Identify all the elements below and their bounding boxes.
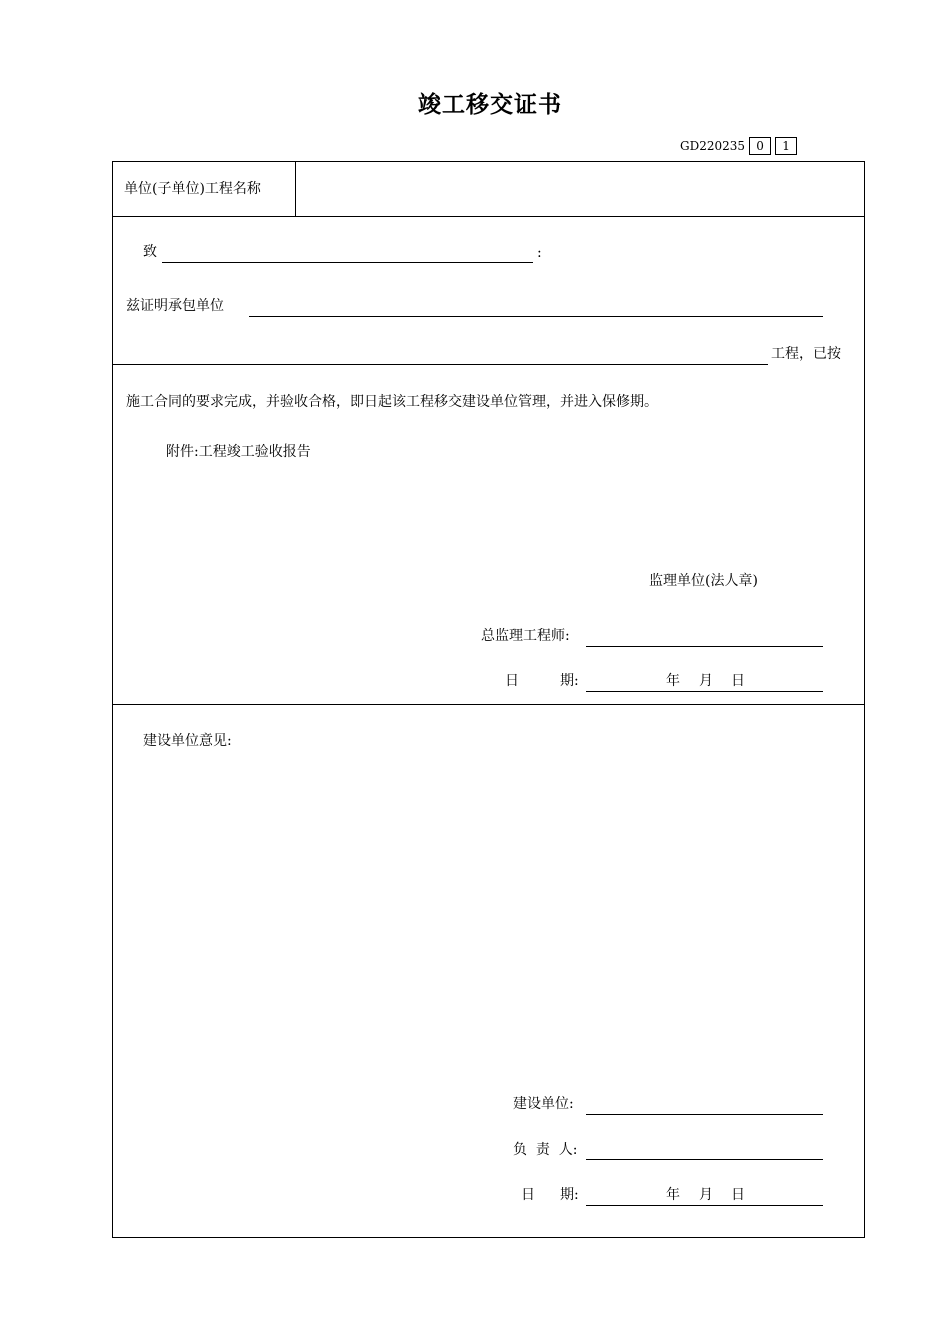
form-code: [680, 137, 797, 155]
project-name-label: 单位(子单位)工程名称: [124, 181, 261, 197]
project-line-field[interactable]: [112, 364, 768, 365]
owner-date-label-2: 期:: [560, 1187, 579, 1203]
chief-engineer-field[interactable]: [586, 646, 823, 647]
owner-responsible-field[interactable]: [586, 1159, 823, 1160]
project-name-divider: [295, 161, 296, 216]
supervisor-date-day: 日: [731, 673, 745, 689]
supervisor-unit-label: 监理单位(法人章): [649, 573, 758, 589]
to-recipient-field[interactable]: [162, 262, 533, 263]
contractor-field[interactable]: [249, 316, 823, 317]
owner-opinion-label: 建设单位意见:: [143, 733, 232, 749]
owner-unit-label: 建设单位:: [513, 1096, 574, 1112]
owner-date-field[interactable]: [586, 1205, 823, 1206]
owner-opinion-area[interactable]: [150, 760, 850, 1080]
owner-unit-field[interactable]: [586, 1114, 823, 1115]
supervisor-date-year: 年: [666, 673, 680, 689]
form-code-box-2[interactable]: 1: [775, 137, 797, 155]
certificate-body-text: 施工合同的要求完成，并验收合格，即日起该工程移交建设单位管理，并进入保修期。: [126, 394, 658, 410]
supervisor-date-label-2: 期:: [560, 673, 579, 689]
document-title: 竣工移交证书: [418, 92, 562, 118]
row-divider-1: [112, 216, 865, 217]
owner-date-year: 年: [666, 1187, 680, 1203]
supervisor-date-field[interactable]: [586, 691, 823, 692]
project-name-field[interactable]: [305, 180, 855, 198]
row-divider-2: [112, 704, 865, 705]
owner-date-day: 日: [731, 1187, 745, 1203]
supervisor-date-month: 月: [699, 673, 713, 689]
owner-date-label-1: 日: [521, 1187, 535, 1203]
owner-date-month: 月: [699, 1187, 713, 1203]
form-code-prefix: GD220235: [680, 139, 746, 153]
project-suffix: 工程，已按: [771, 346, 841, 362]
supervisor-date-label-1: 日: [505, 673, 519, 689]
certify-label: 兹证明承包单位: [126, 298, 224, 314]
to-colon: :: [537, 245, 542, 261]
attachment-text: 附件:工程竣工验收报告: [166, 444, 311, 460]
form-code-box-1[interactable]: 0: [749, 137, 771, 155]
chief-engineer-label: 总监理工程师:: [481, 628, 570, 644]
to-label: 致: [143, 244, 157, 260]
owner-responsible-label: 负 责 人:: [513, 1142, 578, 1158]
